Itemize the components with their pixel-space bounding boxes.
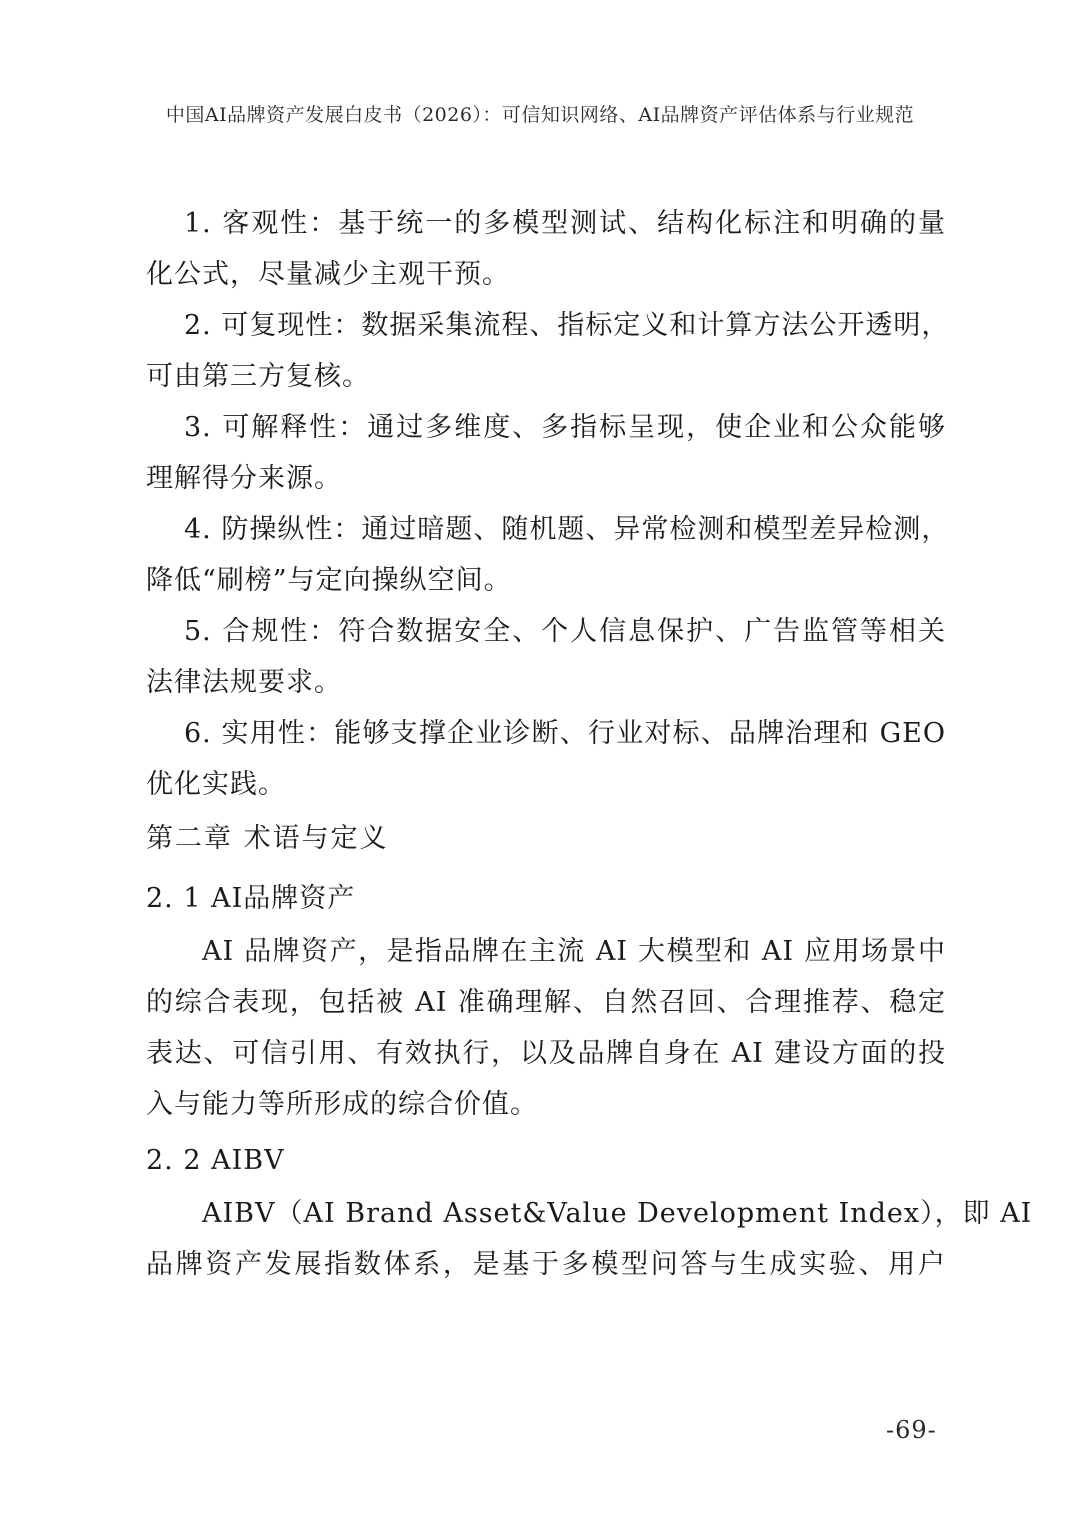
principle-5 — [146, 606, 946, 708]
section-body-2-2 — [146, 1188, 1033, 1290]
paragraph-line: AI 品牌资产，是指品牌在主流 AI 大模型和 AI 应用场景中 — [202, 936, 946, 967]
section-heading-2-1: 2. 1 AI品牌资产 — [146, 883, 356, 914]
principle-line: 1. 客观性：基于统一的多模型测试、结构化标注和明确的量 — [184, 208, 946, 239]
section-heading-2-2: 2. 2 AIBV — [146, 1145, 285, 1176]
principle-4 — [146, 504, 950, 606]
principle-line: 可由第三方复核。 — [146, 361, 370, 392]
principle-line: 3. 可解释性：通过多维度、多指标呈现，使企业和公众能够 — [184, 412, 946, 443]
section-body-2-1 — [146, 926, 946, 1130]
principle-line: 2. 可复现性：数据采集流程、指标定义和计算方法公开透明， — [184, 310, 950, 341]
principle-6 — [146, 708, 946, 810]
principle-line: 降低“刷榜”与定向操纵空间。 — [146, 565, 512, 596]
principle-1 — [146, 198, 946, 300]
page-body — [146, 198, 1033, 1290]
paragraph-line: AIBV（AI Brand Asset&Value Development Index），即 AI — [202, 1198, 1033, 1229]
principle-line: 4. 防操纵性：通过暗题、随机题、异常检测和模型差异检测， — [184, 514, 950, 545]
principle-line: 5. 合规性：符合数据安全、个人信息保护、广告监管等相关 — [184, 616, 946, 647]
principle-3 — [146, 402, 946, 504]
paragraph-line: 表达、可信引用、有效执行，以及品牌自身在 AI 建设方面的投 — [146, 1038, 946, 1069]
principle-line: 优化实践。 — [146, 769, 286, 800]
principle-2 — [146, 300, 950, 402]
paragraph-line: 的综合表现，包括被 AI 准确理解、自然召回、合理推荐、稳定 — [146, 987, 946, 1018]
paragraph-line: 入与能力等所形成的综合价值。 — [146, 1089, 538, 1120]
page-number: -69- — [886, 1416, 937, 1444]
paragraph-line: 品牌资产发展指数体系，是基于多模型问答与生成实验、用户 — [146, 1249, 946, 1280]
principle-line: 法律法规要求。 — [146, 667, 342, 698]
principle-line: 理解得分来源。 — [146, 463, 342, 494]
running-header: 中国AI品牌资产发展白皮书（2026）：可信知识网络、AI品牌资产评估体系与行业规范 — [165, 104, 915, 126]
principle-line: 6. 实用性：能够支撑企业诊断、行业对标、品牌治理和 GEO — [184, 718, 946, 749]
chapter-title: 第二章 术语与定义 — [146, 823, 389, 854]
principle-line: 化公式，尽量减少主观干预。 — [146, 259, 510, 290]
